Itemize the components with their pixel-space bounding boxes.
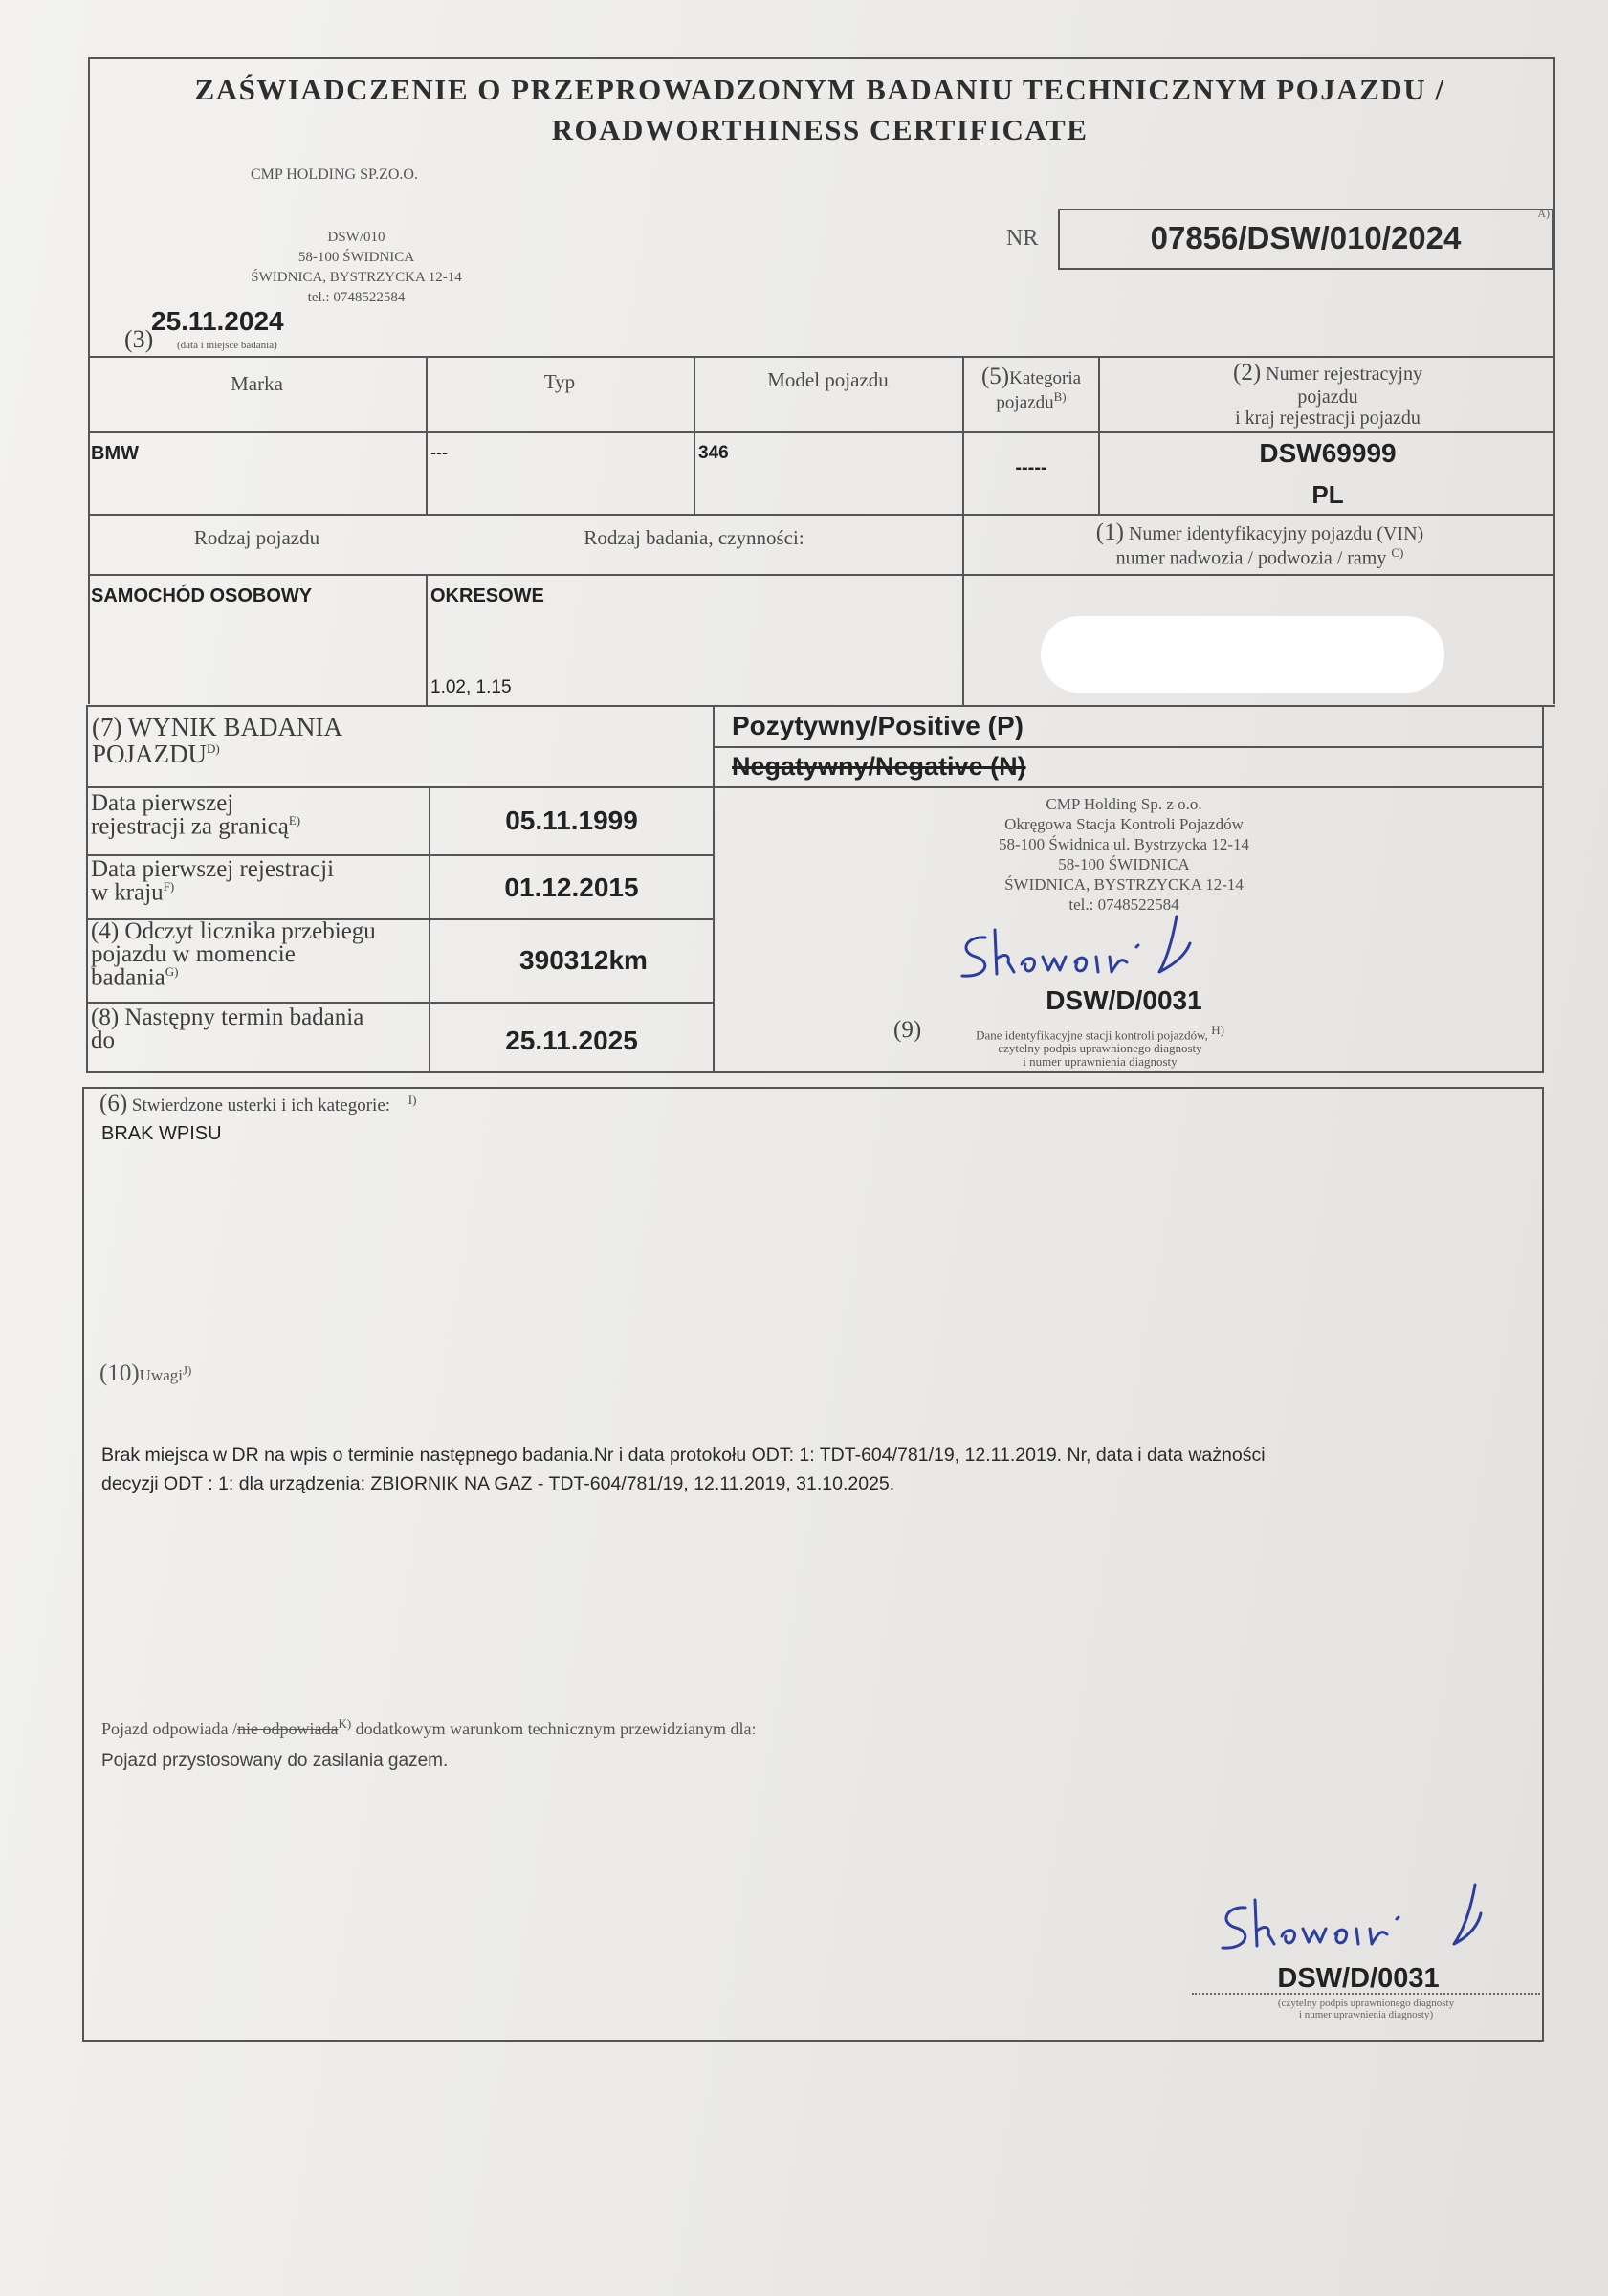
vin-ref: (1) <box>1095 519 1124 545</box>
inspection-date: 25.11.2024 <box>151 306 284 336</box>
table-line <box>88 431 1555 433</box>
remarks-line1: Brak miejsca w DR na wpis o terminie następnego badania.Nr i data protokołu ODT: 1: TDT-604/781/19, 12.11.2019. Nr, data i data ważności <box>101 1445 1266 1466</box>
conditions-suffix: dodatkowym warunkom technicznym przewidzianym dla: <box>355 1719 757 1738</box>
first-reg-abroad-value: 05.11.1999 <box>505 806 638 835</box>
odometer-footnote: G) <box>165 963 179 979</box>
kategoria-ref: (5) <box>980 364 1010 389</box>
nr-rej-line2: pojazdu <box>1297 386 1358 408</box>
conditions-footnote: K) <box>338 1716 352 1731</box>
result-positive: Pozytywny/Positive (P) <box>732 711 1024 740</box>
result-footnote: D) <box>207 741 220 757</box>
header-vin <box>964 519 1555 568</box>
result-divider <box>713 786 1543 788</box>
table-line <box>88 705 1555 707</box>
value-typ: --- <box>430 443 448 462</box>
result-ref: (7) <box>92 713 122 741</box>
kategoria-footnote: B) <box>1053 388 1067 404</box>
first-reg-country-footnote: F) <box>163 878 175 894</box>
conditions-line <box>101 1716 757 1739</box>
first-reg-country-label2: w kraju <box>91 879 164 906</box>
result-divider <box>713 746 1543 748</box>
table-line <box>88 514 1555 516</box>
table-line <box>88 356 1555 358</box>
result-divider <box>86 786 714 788</box>
stamp-caption1: Dane identyfikacyjne stacji kontroli pojazdów, <box>976 1027 1208 1043</box>
section-vline <box>713 705 715 1073</box>
stamp-line2: Okręgowa Stacja Kontroli Pojazdów <box>1004 815 1244 833</box>
table-line <box>88 574 1555 576</box>
header-typ: Typ <box>543 370 576 393</box>
nr-footnote: A) <box>1537 207 1550 220</box>
footer-caption <box>1192 1998 1540 2020</box>
value-marka: BMW <box>91 443 139 464</box>
first-reg-country-label <box>91 858 334 904</box>
remarks-label <box>99 1360 191 1387</box>
next-label2: do <box>91 1027 115 1053</box>
stamp-ref: (9) <box>893 1017 922 1043</box>
table-vline <box>426 574 428 705</box>
vin-line2: numer nadwozia / podwozia / ramy <box>1115 547 1387 569</box>
diagnostician-signature <box>947 909 1234 985</box>
odometer-label3: badania <box>91 963 165 990</box>
station-stamp <box>813 794 1435 915</box>
station-address <box>191 228 521 308</box>
footer-signature-line <box>1192 1993 1540 1995</box>
date-caption: (data i miejsce badania) <box>177 340 277 351</box>
first-reg-country-label1: Data pierwszej rejestracji <box>91 856 335 882</box>
first-reg-country-value: 01.12.2015 <box>504 872 639 902</box>
nr-rej-ref: (2) <box>1233 360 1262 386</box>
result-label-line2: POJAZDU <box>92 740 208 769</box>
odometer-ref: (4) <box>91 918 120 944</box>
result-negative: Negatywny/Negative (N) <box>732 752 1026 781</box>
footer-caption2: i numer uprawnienia diagnosty) <box>1298 2009 1434 2020</box>
dates-divider <box>86 1002 714 1004</box>
odometer-label <box>91 920 376 989</box>
first-reg-abroad-label1: Data pierwszej <box>91 790 234 816</box>
stamp-line6: tel.: 0748522584 <box>1068 895 1179 914</box>
defects-ref: (6) <box>99 1091 128 1116</box>
stamp-caption <box>937 1024 1263 1069</box>
odometer-label2: pojazdu w momencie <box>91 940 296 967</box>
value-registration-country: PL <box>1311 480 1344 509</box>
footer-diagnostician-id: DSW/D/0031 <box>1277 1963 1440 1994</box>
frame-top <box>88 57 1555 59</box>
header-rodzaj-badania: Rodzaj badania, czynności: <box>584 526 804 549</box>
next-label1: Następny termin badania <box>124 1004 364 1030</box>
section-right <box>1542 705 1544 1073</box>
header-model: Model pojazdu <box>767 368 889 391</box>
nr-rej-line3: i kraj rejestracji pojazdu <box>1235 407 1421 429</box>
nr-box <box>1058 209 1553 270</box>
remarks-label-text: Uwagi <box>139 1366 183 1384</box>
vin-line1: Numer identyfikacyjny pojazdu (VIN) <box>1128 523 1424 544</box>
defects-label-text: Stwierdzone usterki i ich kategorie: <box>131 1095 391 1115</box>
next-inspection-value: 25.11.2025 <box>505 1026 638 1055</box>
stamp-caption2: czytelny podpis uprawnionego diagnosty <box>998 1041 1202 1056</box>
odometer-value: 390312km <box>519 945 648 975</box>
title-line-1: ZAŚWIADCZENIE O PRZEPROWADZONYM BADANIU TECHNICZNYM POJAZDU / <box>194 73 1445 106</box>
header-nr-rej <box>1100 360 1555 429</box>
certificate-number: 07856/DSW/010/2024 <box>1150 220 1462 255</box>
nr-label: NR <box>1006 226 1039 251</box>
header-rodzaj-pojazdu: Rodzaj pojazdu <box>193 526 320 549</box>
result-label <box>92 714 342 768</box>
vin-footnote: C) <box>1391 544 1404 560</box>
date-ref: (3) <box>124 325 154 353</box>
value-rodzaj-badania: OKRESOWE <box>430 585 544 607</box>
first-reg-abroad-label2: rejestracji za granicą <box>91 813 289 840</box>
header-kategoria <box>964 364 1098 413</box>
footer-signature <box>1207 1875 1494 1961</box>
value-rodzaj-pojazdu: SAMOCHÓD OSOBOWY <box>91 585 313 607</box>
remarks-text <box>101 1441 1266 1498</box>
remarks-line2: decyzji ODT : 1: dla urządzenia: ZBIORNIK NA GAZ - TDT-604/781/19, 12.11.2019, 31.10.2025. <box>101 1473 895 1494</box>
value-registration-number: DSW69999 <box>1259 438 1397 468</box>
stamp-line3: 58-100 Świdnica ul. Bystrzycka 12-14 <box>998 835 1250 853</box>
first-reg-abroad-footnote: E) <box>288 812 301 828</box>
nr-rej-line1: Numer rejestracyjny <box>1266 364 1422 385</box>
remarks-ref: (10) <box>99 1360 140 1386</box>
next-ref: (8) <box>91 1004 120 1030</box>
station-street: ŚWIDNICA, BYSTRZYCKA 12-14 <box>251 270 462 285</box>
odometer-label1: Odczyt licznika przebiegu <box>124 918 376 944</box>
first-reg-abroad-label <box>91 792 300 838</box>
value-model: 346 <box>698 443 729 463</box>
header-marka: Marka <box>231 372 283 395</box>
next-inspection-label <box>91 1006 363 1052</box>
value-czynnosci: 1.02, 1.15 <box>430 677 512 697</box>
kategoria-label: Kategoria pojazdu <box>996 368 1082 412</box>
company-name: CMP HOLDING SP.ZO.O. <box>251 166 418 183</box>
station-code: DSW/010 <box>327 230 385 245</box>
defects-footnote: I) <box>408 1092 417 1107</box>
conditions-value: Pojazd przystosowany do zasilania gazem. <box>101 1751 449 1771</box>
section-left <box>86 705 88 1073</box>
stamp-caption-footnote: H) <box>1211 1023 1224 1037</box>
conditions-struck: nie odpowiada <box>236 1719 339 1738</box>
conditions-prefix: Pojazd odpowiada / <box>101 1719 237 1738</box>
vin-redaction <box>1041 616 1444 693</box>
title-line-2: ROADWORTHINESS CERTIFICATE <box>551 113 1089 146</box>
station-postal: 58-100 ŚWIDNICA <box>297 250 415 265</box>
stamp-line1: CMP Holding Sp. z o.o. <box>1046 795 1202 813</box>
remarks-footnote: J) <box>182 1362 192 1378</box>
stamp-line5: ŚWIDNICA, BYSTRZYCKA 12-14 <box>1004 875 1244 894</box>
stamp-line4: 58-100 ŚWIDNICA <box>1058 855 1190 873</box>
stamp-caption3: i numer uprawnienia diagnosty <box>1023 1054 1178 1070</box>
defects-value: BRAK WPISU <box>101 1123 222 1144</box>
defects-label <box>99 1091 416 1117</box>
stamp-diagnostician-id: DSW/D/0031 <box>1046 985 1202 1015</box>
station-tel: tel.: 0748522584 <box>307 290 406 305</box>
footer-caption1: (czytelny podpis uprawnionego diagnosty <box>1277 1998 1455 2009</box>
value-kategoria: ----- <box>1015 457 1047 478</box>
result-label-line1: WYNIK BADANIA <box>127 713 342 741</box>
section-bottom <box>86 1071 1544 1073</box>
